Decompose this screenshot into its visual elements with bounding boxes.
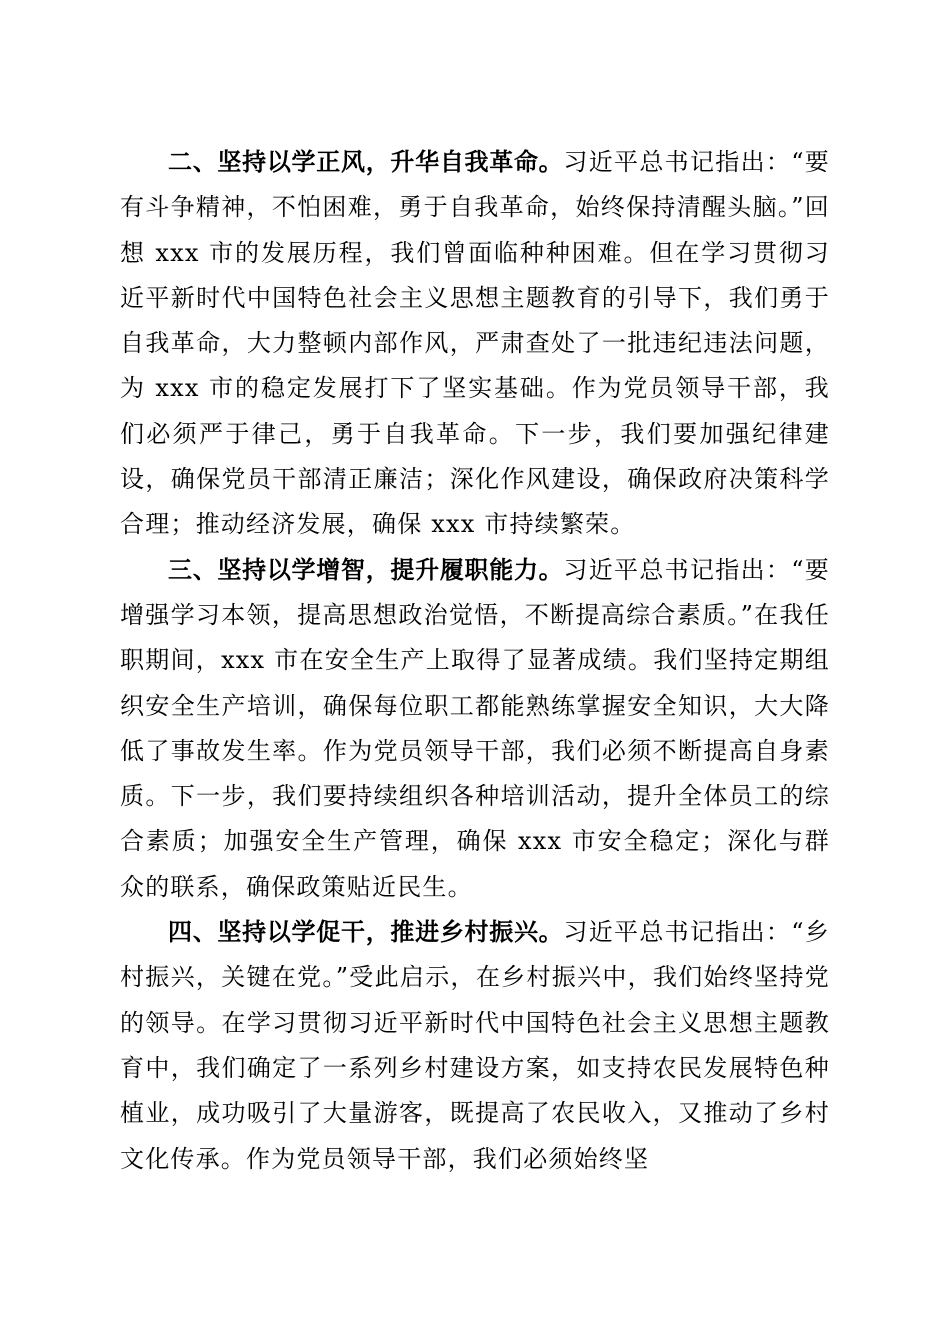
paragraph-heading: 三、坚持以学增智，提升履职能力。: [168, 555, 564, 584]
paragraph-text: 习近平总书记指出：“要增强学习本领，提高思想政治觉悟，不断提高综合素质。”在我任职期间，xxx 市在安全生产上取得了显著成绩。我们坚持定期组织安全生产培训，确保每位职工都能熟练掌握安全知识，大大降低了事故发生率。作为党员领导干部，我们必须不断提高自身素质。下一步，我们要持续组织各种培训活动，提升全体员工的综合素质；加强安全生产管理，确保 xxx 市安全稳定；深化与群众的联系，确保政策贴近民生。: [120, 555, 830, 901]
paragraph-4: [120, 910, 830, 1182]
paragraph-heading: 四、坚持以学促干，推进乡村振兴。: [168, 918, 564, 947]
paragraph-heading: 二、坚持以学正风，升华自我革命。: [168, 148, 564, 176]
paragraph-2: [120, 140, 830, 548]
paragraph-text: 习近平总书记指出：“要有斗争精神，不怕困难，勇于自我革命，始终保持清醒头脑。”回想 xxx 市的发展历程，我们曾面临种种困难。但在学习贯彻习近平新时代中国特色社会主义思想主题教育的引导下，我们勇于自我革命，大力整顿内部作风，严肃查处了一批违纪违法问题，为 xxx 市的稳定发展打下了坚实基础。作为党员领导干部，我们必须严于律己，勇于自我革命。下一步，我们要加强纪律建设，确保党员干部清正廉洁；深化作风建设，确保政府决策科学合理；推动经济发展，确保 xxx 市持续繁荣。: [120, 148, 830, 539]
document-body: [120, 140, 830, 1182]
paragraph-3: [120, 548, 830, 910]
paragraph-text: 习近平总书记指出：“乡村振兴，关键在党。”受此启示，在乡村振兴中，我们始终坚持党的领导。在学习贯彻习近平新时代中国特色社会主义思想主题教育中，我们确定了一系列乡村建设方案，如支持农民发展特色种植业，成功吸引了大量游客，既提高了农民收入，又推动了乡村文化传承。作为党员领导干部，我们必须始终坚: [120, 918, 830, 1173]
